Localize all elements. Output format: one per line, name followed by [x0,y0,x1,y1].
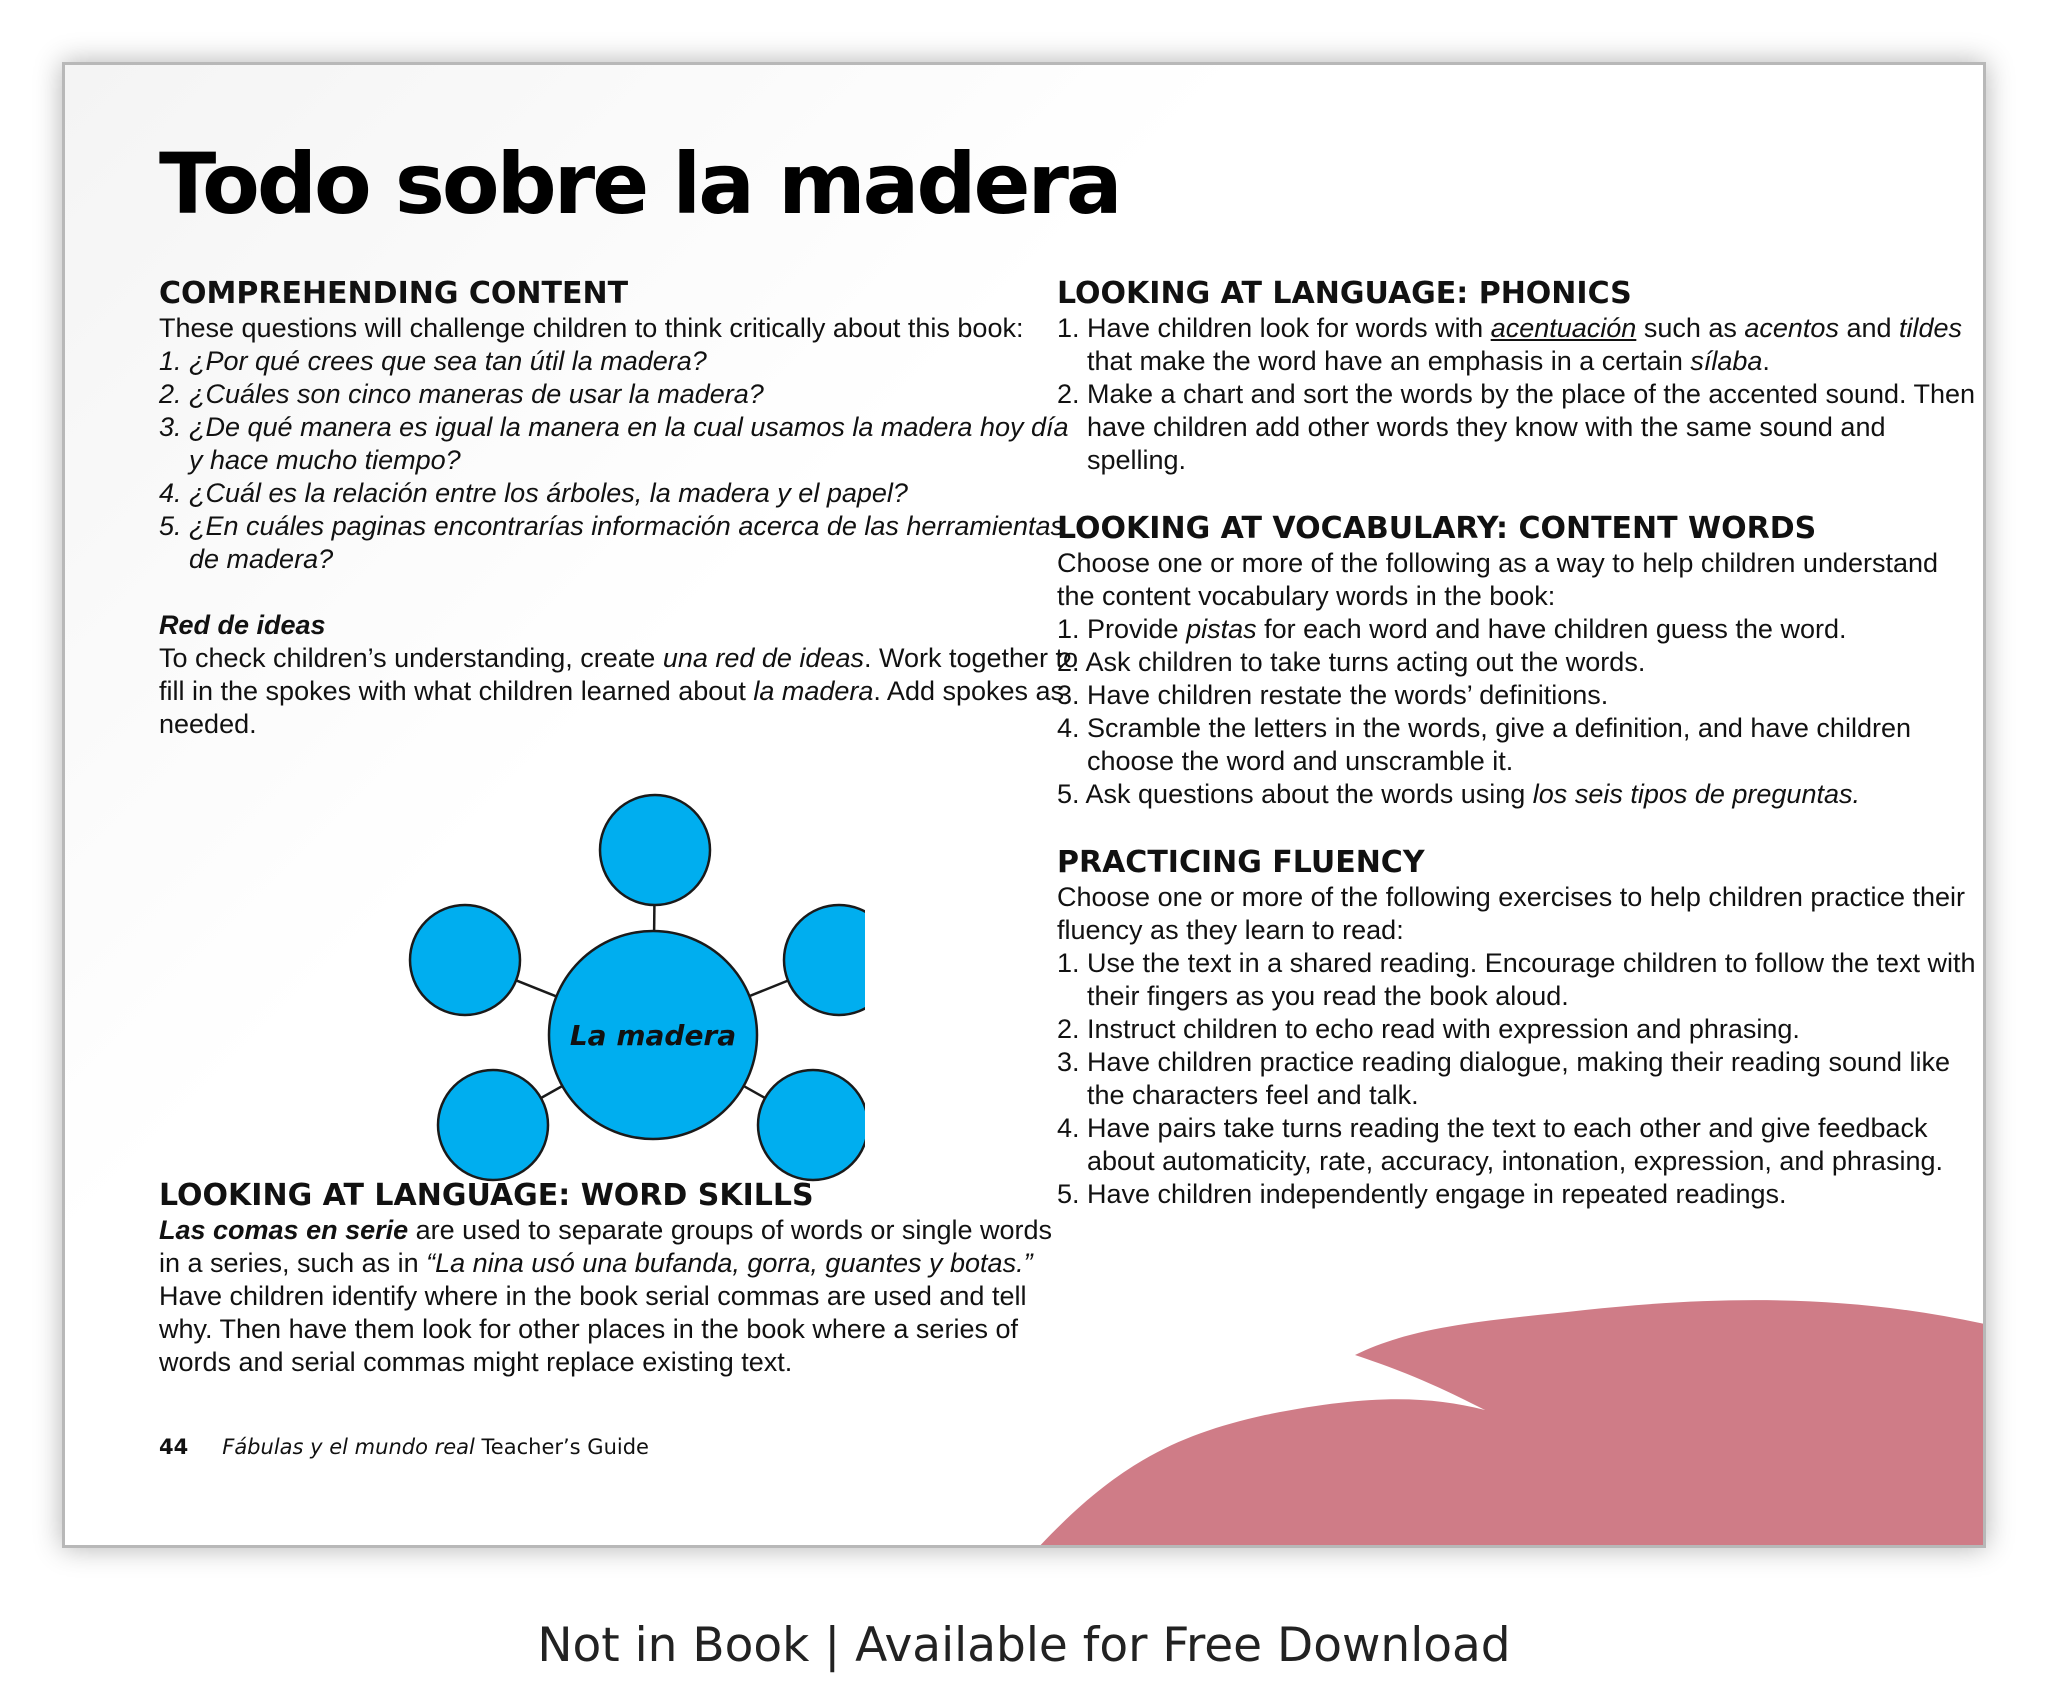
text-run: Las comas en serie [159,1215,409,1245]
text-run: “La nina usó una bufanda, gorra, guantes y botas.” [426,1248,1033,1278]
guide-page [62,62,1986,1548]
text-run: . [1762,346,1770,376]
phonics-list [1057,312,1977,477]
left-column [159,275,1079,741]
text-run: are used to separate groups of words or single words in a series, such as in [159,1215,1053,1278]
list-item: 2. Make a chart and sort the words by the place of the accented sound. Then have children add other words they know with the same sound and spelling. [1057,379,1976,475]
comprehending-list [159,345,1079,576]
page-title: Todo sobre la madera [159,135,1120,233]
web-circles [410,795,865,1180]
text-run: 1. Have children look for words with [1057,313,1491,343]
idea-web-diagram [385,725,865,1225]
list-item: 1. Use the text in a shared reading. Encourage children to follow the text with their fingers as you read the book aloud. [1057,948,1976,1011]
text-run: acentuación [1490,313,1637,343]
word-skills-text [159,1214,1079,1379]
text-run: la madera [753,676,874,706]
text-run: 5. Ask questions about the words using [1057,779,1533,809]
phonics-heading: LOOKING AT LANGUAGE: PHONICS [1057,276,1632,311]
list-item: 2. Instruct children to echo read with expression and phrasing. [1057,1014,1800,1044]
text-run: pistas [1186,614,1257,644]
list-item: 2. Ask children to take turns acting out the words. [1057,647,1646,677]
list-item: 2. ¿Cuáles son cinco maneras de usar la madera? [159,379,764,409]
fluency-list [1057,947,1977,1211]
list-item [1057,613,1977,646]
web-circle-bottom-right [758,1070,865,1180]
text-run: 1. Provide [1057,614,1187,644]
list-item: 5. ¿En cuáles paginas encontrarías información acerca de las herramientas de madera? [159,511,1064,574]
list-item: 5. Have children independently engage in repeated readings. [1057,1179,1787,1209]
red-de-ideas-heading: Red de ideas [159,610,326,640]
page-number: 44 [159,1435,189,1459]
word-skills-heading: LOOKING AT LANGUAGE: WORD SKILLS [159,1178,814,1213]
vocab-intro: Choose one or more of the following as a way to help children understand the content vocabulary words in the book: [1057,548,1939,611]
comprehending-intro: These questions will challenge children to think critically about this book: [159,313,1024,343]
wave-shape [1035,1300,1986,1548]
text-run: tildes [1899,313,1963,343]
fluency-intro: Choose one or more of the following exercises to help children practice their fluency as they learn to read: [1057,882,1965,945]
list-item: 4. Have pairs take turns reading the text to each other and give feedback about automaticity, rate, accuracy, intonation, expression, and phrasing. [1057,1113,1943,1176]
list-item: 4. Scramble the letters in the words, give a definition, and have children choose the word and unscramble it. [1057,713,1911,776]
web-circle-bottom-left [438,1070,548,1180]
text-run: Have children identify where in the book serial commas are used and tell why. Then have them look for other places in the book where a series of words and serial commas might replace existing text. [159,1281,1027,1377]
fluency-heading: PRACTICING FLUENCY [1057,845,1425,880]
word-skills-section [159,1177,1079,1379]
page-footer [159,1435,649,1459]
list-item: 3. Have children restate the words’ definitions. [1057,680,1609,710]
text-run: To check children’s understanding, create [159,643,663,673]
vocab-heading: LOOKING AT VOCABULARY: CONTENT WORDS [1057,511,1817,546]
text-run: sílaba [1690,346,1763,376]
list-item: 3. Have children practice reading dialogue, making their reading sound like the characters feel and talk. [1057,1047,1951,1110]
text-run: los seis tipos de preguntas. [1532,779,1860,809]
book-title: Fábulas y el mundo real [222,1435,475,1459]
text-run: una red de ideas [662,643,864,673]
guide-label: Teacher’s Guide [474,1435,649,1459]
list-item: 3. ¿De qué manera es igual la manera en la cual usamos la madera hoy día y hace mucho tiempo? [159,412,1069,475]
text-run: for each word and have children guess the word. [1256,614,1847,644]
text-run: . Add spokes as needed. [159,676,1065,739]
list-item [1057,778,1977,811]
list-item [1057,312,1977,378]
web-center-label: La madera [569,1019,737,1052]
web-circle-right [784,905,865,1015]
comprehending-heading: COMPREHENDING CONTENT [159,276,629,311]
text-run: and [1838,313,1900,343]
right-column [1057,275,1977,1211]
list-item: 4. ¿Cuál es la relación entre los árboles, la madera y el papel? [159,478,908,508]
vocab-list [1057,613,1977,811]
text-run: such as [1636,313,1745,343]
download-caption: Not in Book | Available for Free Download [537,1618,1511,1673]
text-run: acentos [1744,313,1839,343]
text-run: . Work together to fill in the spokes with what children learned about [159,643,1079,706]
text-run: that make the word have an emphasis in a certain [1087,346,1691,376]
list-item: 1. ¿Por qué crees que sea tan útil la madera? [159,346,707,376]
web-circle-left [410,905,520,1015]
web-circle-top [600,795,710,905]
